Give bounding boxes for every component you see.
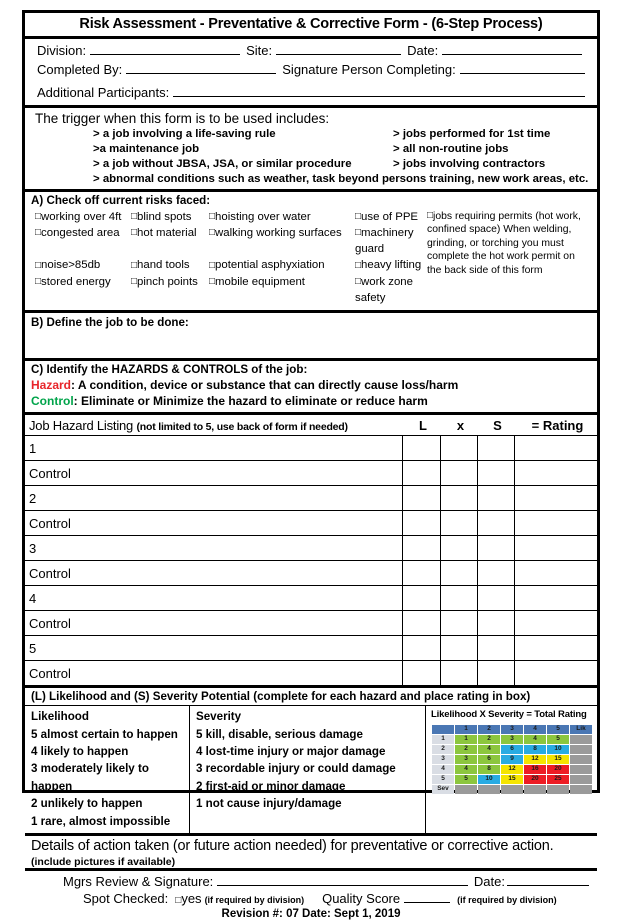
details-heading: Details of action taken (or future action needed) for preventative or corrective action.	[31, 838, 554, 855]
table-row	[25, 511, 597, 536]
control-keyword: Control	[31, 394, 74, 409]
job-hazard-listing-table	[25, 415, 597, 686]
cell-l[interactable]	[402, 636, 440, 661]
trigger-item: > a job without JBSA, JSA, or similar procedure	[93, 157, 352, 170]
matrix-row	[432, 755, 592, 764]
trigger-item: > a job involving a life-saving rule	[93, 127, 276, 140]
risk-checkbox[interactable]: □ blind spots	[131, 209, 209, 225]
matrix-cell: 16	[524, 765, 546, 774]
footer-section	[25, 871, 597, 923]
risk-checkbox[interactable]: □ heavy lifting	[355, 257, 423, 273]
table-header-row	[25, 415, 597, 436]
risk-checkbox[interactable]: □ hot material	[131, 225, 209, 257]
identity-row-1	[37, 41, 591, 60]
matrix-col-header: 4	[524, 725, 546, 734]
table-row	[25, 461, 597, 486]
mgrs-review-label: Mgrs Review & Signature:	[63, 874, 214, 890]
section-c-heading-text: C) Identify the HAZARDS & CONTROLS of the job	[31, 362, 304, 376]
cell-l[interactable]	[402, 436, 440, 461]
matrix-row	[432, 775, 592, 784]
revision-line: Revision #: 07 Date: Sept 1, 2019	[221, 908, 401, 921]
matrix-cell: 5	[547, 735, 569, 744]
matrix-cell: 12	[501, 765, 523, 774]
cell-x[interactable]	[440, 461, 477, 486]
matrix-cell: 6	[501, 745, 523, 754]
section-c-heading	[25, 361, 597, 377]
risk-checkbox[interactable]: □ mobile equipment	[209, 274, 355, 306]
cell-rating[interactable]	[514, 611, 597, 636]
trigger-item: > jobs involving contractors	[393, 157, 546, 170]
spot-checked-yes-checkbox[interactable]: □ yes	[175, 891, 201, 906]
details-section[interactable]	[25, 836, 597, 871]
hazard-definition	[25, 377, 597, 393]
cell-rating[interactable]	[514, 461, 597, 486]
risk-checkbox[interactable]: □ work zone safety	[355, 274, 423, 306]
cell-l[interactable]	[402, 611, 440, 636]
matrix-row-header: 2	[432, 745, 454, 754]
matrix-cell: 15	[547, 755, 569, 764]
cell-l[interactable]	[402, 486, 440, 511]
matrix-cell: 12	[524, 755, 546, 764]
matrix-cell: 6	[478, 755, 500, 764]
identity-row-2	[37, 60, 591, 79]
trigger-item: > jobs performed for 1st time	[393, 127, 551, 140]
matrix-footer-cell	[455, 785, 477, 794]
quality-score-note: (if required by division)	[457, 895, 557, 906]
spot-checked-note: (if required by division)	[204, 895, 305, 906]
matrix-cell: 9	[501, 755, 523, 764]
severity-title: Severity	[196, 710, 242, 724]
column-header-l: L	[402, 415, 440, 436]
risk-checkbox[interactable]: □ working over 4ft	[35, 209, 131, 225]
matrix-corner-cell	[432, 725, 454, 734]
matrix-cell: 5	[455, 775, 477, 784]
cell-s[interactable]	[477, 586, 514, 611]
jhl-subtitle: (not limited to 5, use back of form if needed)	[136, 420, 348, 433]
risk-matrix-body	[432, 725, 592, 794]
matrix-col-header: 2	[478, 725, 500, 734]
risk-checkbox[interactable]: □ hoisting over water	[209, 209, 355, 225]
risk-checkbox[interactable]: □ stored energy	[35, 274, 131, 306]
matrix-pad-cell	[570, 745, 592, 754]
matrix-footer-cell	[478, 785, 500, 794]
footer-date-label: Date:	[473, 874, 505, 890]
matrix-cell: 8	[478, 765, 500, 774]
table-row	[25, 636, 597, 661]
matrix-col-header: 3	[501, 725, 523, 734]
risk-checkbox[interactable]: □ machinery guard	[355, 225, 423, 257]
likelihood-item: 4 likely to happen	[31, 745, 129, 759]
matrix-pad-cell	[570, 765, 592, 774]
trigger-list	[35, 128, 591, 185]
completed-by-input[interactable]	[126, 60, 276, 73]
permit-checkbox-note[interactable]: □ jobs requiring permits (hot work, confined space) When welding, grinding, or torching you must complete the hot work permit on the back side of this form	[423, 208, 597, 280]
ls-section-heading: (L) Likelihood and (S) Severity Potential (complete for each hazard and place rating in box)	[25, 686, 597, 706]
ls-section-body	[25, 706, 597, 836]
cell-x[interactable]	[440, 636, 477, 661]
identity-block	[25, 39, 597, 108]
hazard-entry-label[interactable]: 3	[25, 536, 402, 561]
cell-s[interactable]	[477, 661, 514, 686]
trigger-section	[25, 108, 597, 192]
cell-s[interactable]	[477, 636, 514, 661]
risk-matrix-title: Likelihood X Severity = Total Rating	[431, 709, 587, 721]
cell-rating[interactable]	[514, 511, 597, 536]
section-b	[25, 313, 597, 361]
cell-l[interactable]	[402, 461, 440, 486]
matrix-row-header: 1	[432, 735, 454, 744]
section-a	[25, 192, 597, 313]
signature-person-input[interactable]	[460, 60, 585, 73]
date-label: Date:	[407, 42, 439, 58]
form-frame	[22, 10, 600, 921]
matrix-row	[432, 735, 592, 744]
likelihood-item: 5 almost certain to happen	[31, 727, 178, 741]
matrix-row-header: 4	[432, 765, 454, 774]
cell-s[interactable]	[477, 536, 514, 561]
table-row	[25, 561, 597, 586]
quality-score-label: Quality Score	[322, 891, 401, 907]
hazard-definition-text: : A condition, device or substance that can directly cause loss/harm	[71, 377, 459, 392]
trigger-item: >a maintenance job	[93, 142, 200, 155]
control-definition	[25, 393, 597, 409]
matrix-cell: 3	[455, 755, 477, 764]
cell-rating[interactable]	[514, 586, 597, 611]
matrix-footer-row	[432, 785, 592, 794]
cell-x[interactable]	[440, 436, 477, 461]
matrix-header-row	[432, 725, 592, 734]
mgrs-review-row	[33, 873, 589, 889]
matrix-cell: 10	[478, 775, 500, 784]
matrix-pad-cell	[570, 775, 592, 784]
matrix-col-header: 5	[547, 725, 569, 734]
table-row	[25, 486, 597, 511]
cell-rating[interactable]	[514, 661, 597, 686]
severity-item: 3 recordable injury or could damage	[196, 762, 396, 776]
jhl-title-cell	[25, 415, 402, 436]
risk-checkbox[interactable]: □ congested area	[35, 225, 131, 257]
matrix-cell: 8	[524, 745, 546, 754]
section-c-heading-colon: :	[303, 362, 308, 376]
hazard-entry-label[interactable]: 4	[25, 586, 402, 611]
cell-x[interactable]	[440, 486, 477, 511]
likelihood-title: Likelihood	[31, 710, 89, 724]
matrix-cell: 25	[547, 775, 569, 784]
matrix-cell: 4	[455, 765, 477, 774]
cell-s[interactable]	[477, 561, 514, 586]
table-row	[25, 586, 597, 611]
section-a-heading-colon: :	[206, 193, 211, 207]
matrix-cell: 15	[501, 775, 523, 784]
cell-l[interactable]	[402, 561, 440, 586]
hazard-entry-label[interactable]: Control	[25, 561, 402, 586]
cell-rating[interactable]	[514, 436, 597, 461]
cell-l[interactable]	[402, 586, 440, 611]
table-row	[25, 661, 597, 686]
section-a-heading-text: A) Check off current risks faced	[31, 193, 207, 207]
risk-checkbox[interactable]: □ potential asphyxiation	[209, 257, 355, 273]
severity-item: 4 lost-time injury or major damage	[196, 745, 386, 759]
risk-checkbox[interactable]: □ pinch points	[131, 274, 209, 306]
matrix-row	[432, 745, 592, 754]
cell-rating[interactable]	[514, 536, 597, 561]
trigger-heading: The trigger when this form is to be used includes:	[35, 110, 330, 126]
risk-matrix-table	[431, 724, 593, 795]
matrix-cell: 2	[455, 745, 477, 754]
cell-x[interactable]	[440, 611, 477, 636]
trigger-item: > all non-routine jobs	[393, 142, 509, 155]
severity-column	[190, 706, 426, 833]
risk-checkbox[interactable]: □ use of PPE	[355, 209, 423, 225]
cell-rating[interactable]	[514, 561, 597, 586]
hazard-entry-label[interactable]: Control	[25, 511, 402, 536]
section-b-writing-area[interactable]	[25, 330, 597, 358]
form-title: Risk Assessment - Preventative & Corrective Form - (6-Step Process)	[25, 13, 597, 39]
matrix-footer-cell	[501, 785, 523, 794]
jhl-title: Job Hazard Listing	[29, 417, 134, 433]
matrix-lik-label: Lik	[570, 725, 592, 734]
severity-item: 2 first-aid or minor damage	[196, 779, 346, 793]
cell-l[interactable]	[402, 536, 440, 561]
matrix-cell: 4	[524, 735, 546, 744]
matrix-cell: 3	[501, 735, 523, 744]
matrix-cell: 10	[547, 745, 569, 754]
likelihood-column	[25, 706, 190, 833]
matrix-row-header: 5	[432, 775, 454, 784]
mgrs-signature-input[interactable]	[217, 873, 468, 886]
footer-date-input[interactable]	[507, 873, 589, 886]
cell-s[interactable]	[477, 511, 514, 536]
cell-x[interactable]	[440, 536, 477, 561]
division-label: Division:	[37, 42, 87, 58]
identity-row-3	[37, 84, 591, 103]
matrix-pad-cell	[570, 735, 592, 744]
site-input[interactable]	[276, 41, 401, 54]
column-header-rating: = Rating	[514, 415, 597, 436]
risk-checkbox[interactable]: □ hand tools	[131, 257, 209, 273]
matrix-sev-label: Sev	[432, 785, 454, 794]
additional-participants-label: Additional Participants:	[37, 84, 170, 100]
cell-x[interactable]	[440, 586, 477, 611]
matrix-cell: 1	[455, 735, 477, 744]
hazard-entry-label[interactable]: 2	[25, 486, 402, 511]
table-row	[25, 436, 597, 461]
matrix-row-header: 3	[432, 755, 454, 764]
column-header-x: x	[440, 415, 477, 436]
control-definition-text: : Eliminate or Minimize the hazard to eliminate or reduce harm	[73, 394, 428, 409]
cell-rating[interactable]	[514, 486, 597, 511]
trigger-item-wide: > abnormal conditions such as weather, task beyond persons training, new work areas, etc.	[93, 172, 589, 185]
cell-s[interactable]	[477, 461, 514, 486]
risk-wrap	[25, 208, 597, 310]
risk-checkbox[interactable]: □ noise>85db	[35, 257, 131, 273]
severity-item: 1 not cause injury/damage	[196, 797, 342, 811]
cell-s[interactable]	[477, 486, 514, 511]
matrix-cell: 20	[524, 775, 546, 784]
table-row	[25, 536, 597, 561]
matrix-footer-cell	[547, 785, 569, 794]
likelihood-item: 3 moderately likely to happen	[31, 762, 149, 793]
hazard-entry-label[interactable]: Control	[25, 461, 402, 486]
table-row	[25, 611, 597, 636]
additional-participants-input[interactable]	[173, 84, 585, 97]
details-subheading: (include pictures if available)	[31, 855, 176, 868]
likelihood-item: 2 unlikely to happen	[31, 797, 143, 811]
risk-checkbox-grid	[25, 208, 423, 310]
likelihood-item: 1 rare, almost impossible	[31, 814, 171, 828]
cell-x[interactable]	[440, 661, 477, 686]
cell-l[interactable]	[402, 511, 440, 536]
completed-by-label: Completed By:	[37, 61, 123, 77]
hazard-keyword: Hazard	[31, 377, 72, 392]
matrix-row	[432, 765, 592, 774]
section-c	[25, 361, 597, 415]
cell-x[interactable]	[440, 511, 477, 536]
cell-rating[interactable]	[514, 636, 597, 661]
cell-x[interactable]	[440, 561, 477, 586]
hazard-entry-label[interactable]: 1	[25, 436, 402, 461]
risk-matrix-column	[426, 706, 597, 833]
date-input[interactable]	[442, 41, 582, 54]
matrix-pad-cell	[570, 755, 592, 764]
hazard-entry-label[interactable]: Control	[25, 661, 402, 686]
cell-s[interactable]	[477, 611, 514, 636]
section-b-heading: B) Define the job to be done:	[31, 315, 189, 329]
matrix-footer-cell	[524, 785, 546, 794]
cell-l[interactable]	[402, 661, 440, 686]
matrix-col-header: 1	[455, 725, 477, 734]
matrix-cell: 2	[478, 735, 500, 744]
hazard-entry-label[interactable]: Control	[25, 611, 402, 636]
column-header-s: S	[477, 415, 514, 436]
division-input[interactable]	[90, 41, 240, 54]
matrix-cell: 20	[547, 765, 569, 774]
matrix-cell: 4	[478, 745, 500, 754]
quality-score-input[interactable]	[404, 890, 450, 903]
spot-checked-row	[33, 890, 589, 906]
spot-checked-label: Spot Checked:	[83, 891, 169, 907]
hazard-entry-label[interactable]: 5	[25, 636, 402, 661]
section-a-heading	[25, 192, 597, 208]
site-label: Site:	[246, 42, 273, 58]
risk-checkbox[interactable]: □ walking working surfaces	[209, 225, 355, 257]
cell-s[interactable]	[477, 436, 514, 461]
matrix-footer-cell	[570, 785, 592, 794]
severity-item: 5 kill, disable, serious damage	[196, 727, 363, 741]
signature-person-label: Signature Person Completing:	[282, 61, 456, 77]
